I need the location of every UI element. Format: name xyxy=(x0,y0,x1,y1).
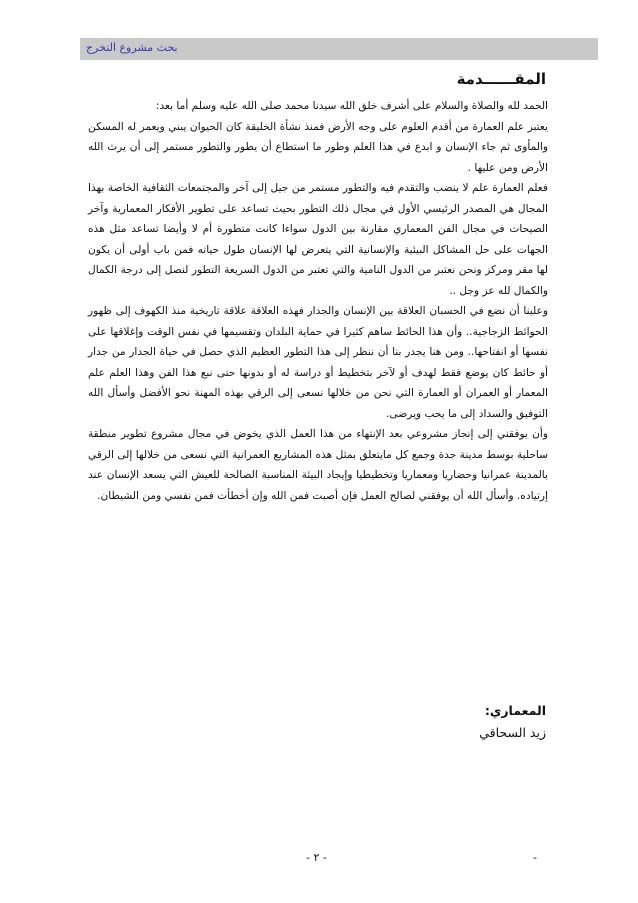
paragraph: وأن يوفقني إلى إنجاز مشروعي بعد الإنتهاء من هذا العمل الذي يخوض في مجال مشروع تطوير منطقة ساحلية بوسط مدينة جدة وجمع كل مايتعلق بمثل هذه المشاريع العمرانية التي نسعى من خلالها إلى الرقي بالمدينة عمرانيا وحضاريا ومعماريا وتخطيطيا وإيجاد البيئة المناسبة الصالحة للعيش التي يسعد الإنسان عند إرتياده. وأسأل الله أن يوفقني لصالح العمل فإن أصبت فمن الله وإن أخطأت فمن نفسي ومن الشيطان. xyxy=(88,428,548,502)
header-bar xyxy=(80,38,598,60)
header-label: بحث مشروع التخرج xyxy=(86,41,178,54)
footer xyxy=(0,851,638,871)
signature-title: المعماري: xyxy=(484,703,546,718)
footer-dash: - xyxy=(533,851,537,864)
paragraph-opening: الحمد لله والصلاة والسلام على أشرف خلق الله سيدنا محمد صلى الله عليه وسلم أما بعد: xyxy=(155,100,548,112)
paragraph: يعتبر علم العمارة من أقدم العلوم على وجه الأرض فمنذ نشأة الخليقة كان الحيوان يبني ويعمر له المسكن والمأوى ثم جاء الإنسان و ابدع في هذا العلم وطور ما استطاع أن يطور والتطور مستمر إلى أن يرث الله الأرض ومن عليها . xyxy=(88,120,548,174)
signature-block xyxy=(479,700,546,744)
signature-name: زيد السحاقي xyxy=(479,725,546,740)
body-text xyxy=(88,96,548,506)
paragraph: فعلم العمارة علم لا ينضب والتقدم فيه والتطور مستمر من جيل إلى آخر والمجتمعات الثقافية الخاصة بهذا المجال هي المصدر الرئيسي الأول في مجال ذلك التطور بحيث تساعد على تطوير الأفكار المعمارية وآخر الصيحات في مجال الفن المعماري مقارنة بين الدول سواءا كانت متطورة أم لا وأيضا تساعد مثل هذه الجهات على حل المشاكل البيئية والإنسانية التي يتعرض لها الإنسان طول حياته فمن باب أولى أن يكون لها مقر ومركز ونحن نعتبر من الدول النامية والتي تعتبر من الدول السريعة التطور لنصل إلى درجة الكمال والكمال لله عز وجل .. xyxy=(88,182,548,297)
page-title: المقــــــدمة xyxy=(456,70,546,88)
page-number: - ٢ - xyxy=(306,851,327,864)
paragraph: وعلينا أن نضع في الحسبان العلاقة بين الإنسان والجدار فهذه العلاقة علاقة تاريخية منذ الكهوف إلى ظهور الحوائط الزجاجية.. وأن هذا الحائط ساهم كثيرا في حماية البلدان وتقسيمها في نفس الوقت وإغلاقها على نفسها أو انفتاحها.. ومن هنا يجدر بنا أن ننظر إلى هذا التطور العظيم الذي حصل في حياة الجدار من جدار أو حائط كان يوضع فقط لهدف أو لآخر بتخطيط أو دراسة له أو بدونها حتى نبع هذا الفن وهذا العلم علم المعمار أو العمران أو العمارة التي نحن من خلالها نسعى إلى الرقي بهذه المهنة نحو الأفضل وأسأل الله التوفيق والسداد إلى ما يحب ويرضى. xyxy=(88,305,548,420)
